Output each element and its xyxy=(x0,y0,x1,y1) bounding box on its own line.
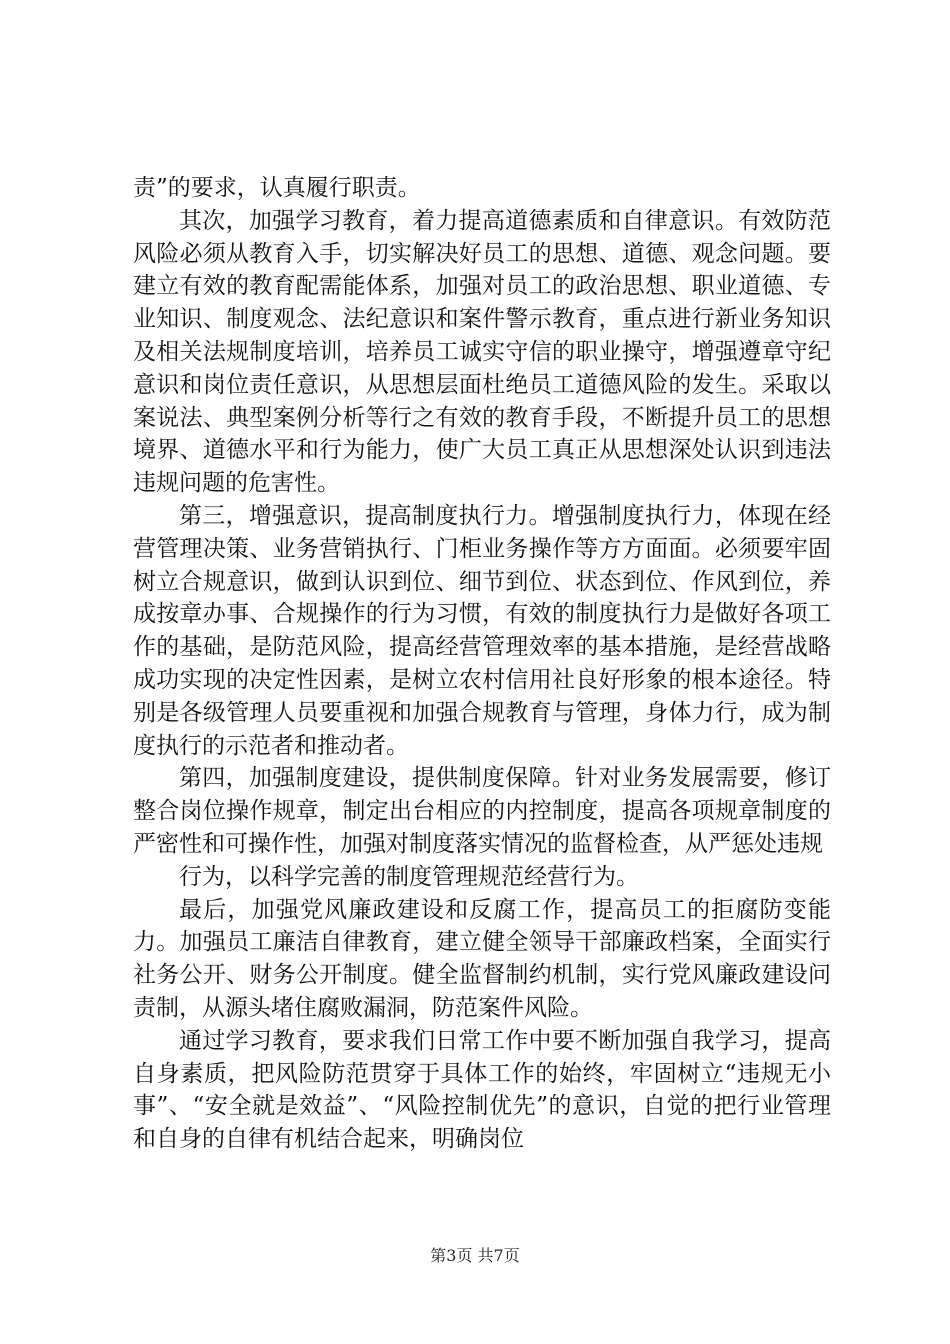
page-footer xyxy=(0,1243,950,1266)
document-body xyxy=(133,172,831,1156)
paragraph-1: 责”的要求，认真履行职责。 xyxy=(133,175,421,201)
paragraph-5: 行为，以科学完善的制度管理规范经营行为。 xyxy=(179,863,639,890)
paragraph-6: 最后，加强党风廉政建设和反腐工作，提高员工的拒腐防变能力。加强员工廉洁自律教育，建立健全领导干部廉政档案，全面实行社务公开、财务公开制度。健全监督制约机制，实行党风廉政建设问责制，从源头堵住腐败漏洞，防范案件风险。 xyxy=(133,896,831,1021)
page-number-label: 第3页 共7页 xyxy=(430,1246,520,1265)
paragraph-4: 第四，加强制度建设，提供制度保障。针对业务发展需要，修订整合岗位操作规章，制定出台相应的内控制度，提高各项规章制度的严密性和可操作性，加强对制度落实情况的监督检查，从严惩处违规 xyxy=(133,765,831,857)
paragraph-7: 通过学习教育，要求我们日常工作中要不断加强自我学习，提高自身素质，把风险防范贯穿于具体工作的始终，牢固树立“违规无小事”、“安全就是效益”、“风险控制优先”的意识，自觉的把行业管理和自身的自律有机结合起来，明确岗位 xyxy=(133,1027,831,1153)
paragraph-2: 其次，加强学习教育，着力提高道德素质和自律意识。有效防范风险必须从教育入手，切实解决好员工的思想、道德、观念问题。要建立有效的教育配需能体系，加强对员工的政治思想、职业道德、专业知识、制度观念、法纪意识和案件警示教育，重点进行新业务知识及相关法规制度培训，培养员工诚实守信的职业操守，增强遵章守纪意识和岗位责任意识，从思想层面杜绝员工道德风险的发生。采取以案说法、典型案例分析等行之有效的教育手段，不断提升员工的思想境界、道德水平和行为能力，使广大员工真正从思想深处认识到违法违规问题的危害性。 xyxy=(133,207,831,497)
paragraph-3: 第三，增强意识，提高制度执行力。增强制度执行力，体现在经营管理决策、业务营销执行、门柜业务操作等方方面面。必须要牢固树立合规意识，做到认识到位、细节到位、状态到位、作风到位，养成按章办事、合规操作的行为习惯，有效的制度执行力是做好各项工作的基础，是防范风险，提高经营管理效率的基本措施，是经营战略成功实现的决定性因素，是树立农村信用社良好形象的根本途径。特别是各级管理人员要重视和加强合规教育与管理，身体力行，成为制度执行的示范者和推动者。 xyxy=(133,502,831,759)
